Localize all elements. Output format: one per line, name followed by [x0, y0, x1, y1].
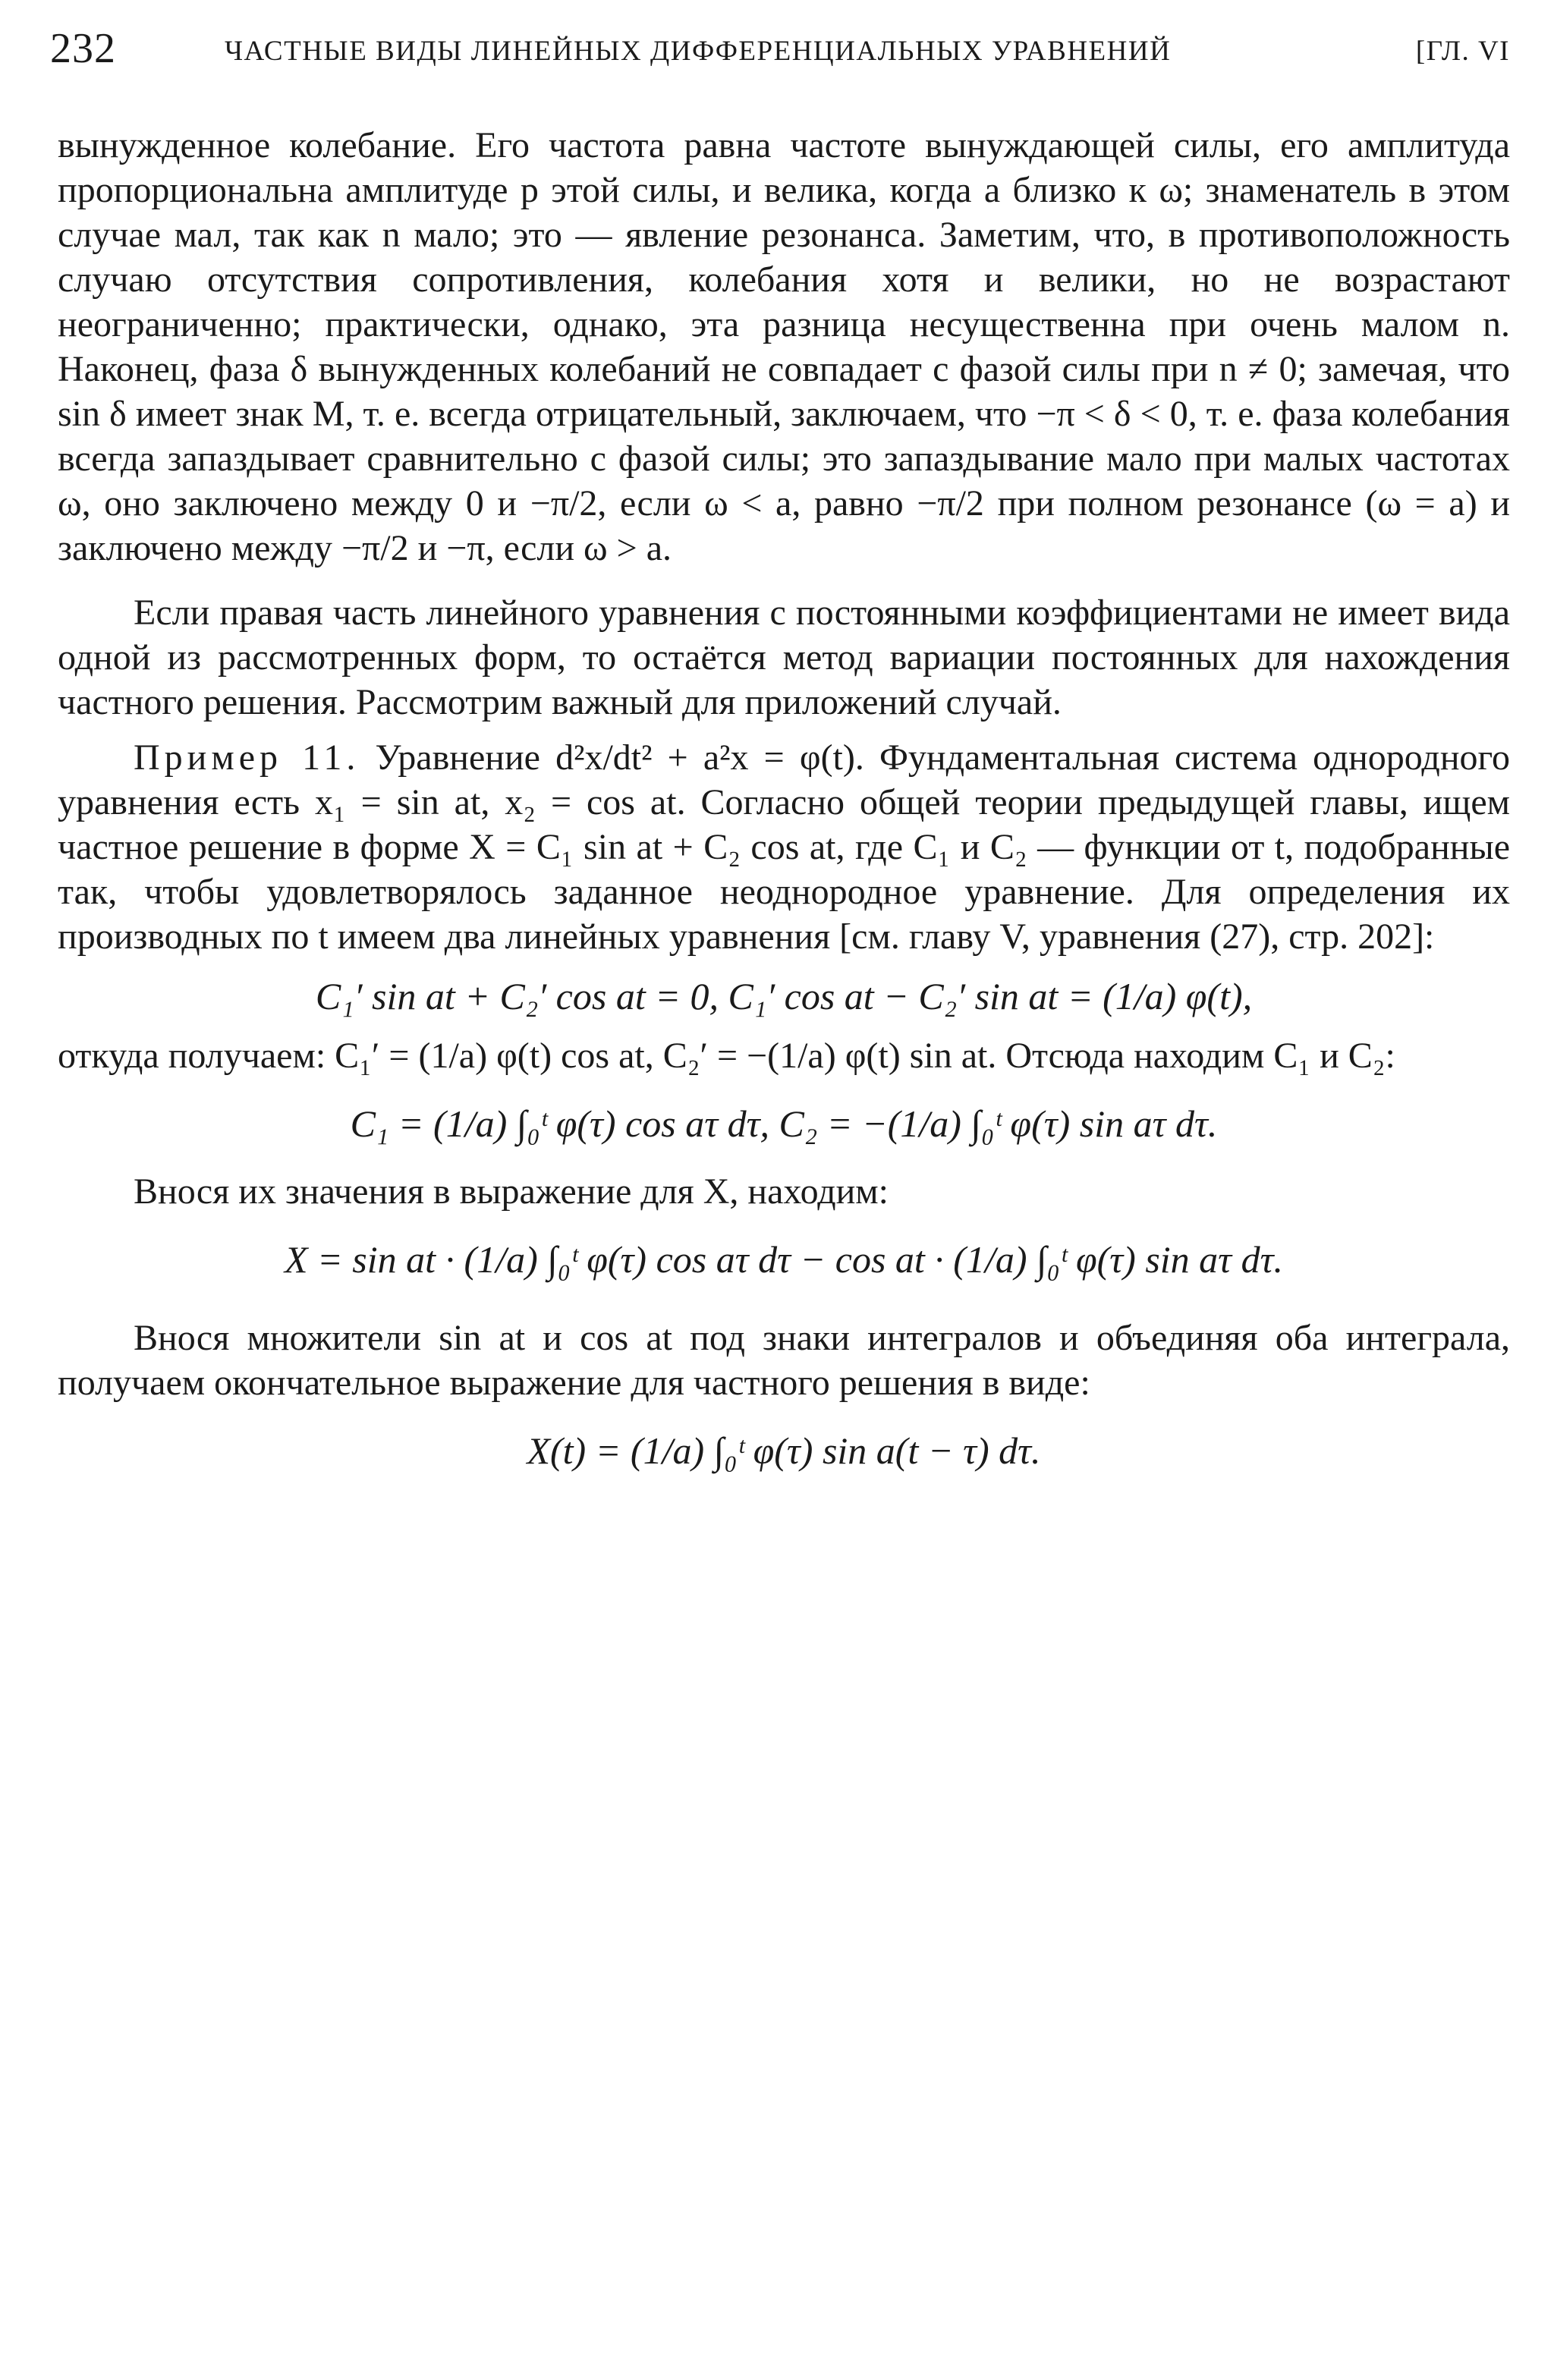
paragraph-substitute: Внося их значения в выражение для X, находим:: [134, 1171, 889, 1212]
paragraph-derivatives: откуда получаем: C₁′ = (1/a) φ(t) cos at, C₂′ = −(1/a) φ(t) sin at. Отсюда находим C₁ и C₂:: [58, 1036, 1395, 1076]
running-title: ЧАСТНЫЕ ВИДЫ ЛИНЕЙНЫХ ДИФФЕРЕНЦИАЛЬНЫХ УРАВНЕНИЙ: [225, 36, 1172, 67]
page-number: 232: [50, 25, 116, 72]
running-header: [50, 18, 1510, 86]
book-page: [50, 18, 1511, 1496]
example-label: Пример 11.: [134, 737, 360, 778]
paragraph-combine: Внося множители sin at и cos at под знаки интегралов и объединяя оба интеграла, получаем окончательное выражение для частного решения в виде:: [58, 1318, 1510, 1403]
paragraph-variation-method: Если правая часть линейного уравнения с постоянными коэффициентами не имеет вида одной из рассмотренных форм, то остаётся метод вариации постоянных для нахождения частного решения. Рассмотрим важный для приложений случай.: [58, 593, 1510, 722]
formula-c1-c2: C₁ = (1/a) ∫₀ᵗ φ(τ) cos aτ dτ, C₂ = −(1/a) ∫₀ᵗ φ(τ) sin aτ dτ.: [350, 1102, 1218, 1145]
formula-x-expanded: X = sin at · (1/a) ∫₀ᵗ φ(τ) cos aτ dτ − cos at · (1/a) ∫₀ᵗ φ(τ) sin aτ dτ.: [285, 1238, 1283, 1281]
chapter-reference: [ГЛ. VI: [1415, 36, 1510, 67]
paragraph-example-11: [58, 735, 1510, 959]
formula-final-solution: X(t) = (1/a) ∫₀ᵗ φ(τ) sin a(t − τ) dτ.: [527, 1429, 1041, 1472]
paragraph-resonance: вынужденное колебание. Его частота равна частоте вынуждающей силы, его амплитуда пропорциональна амплитуде p этой силы, и велика, когда a близко к ω; знаменатель в этом случае мал, так как n мало; это — явление резонанса. Заметим, что, в противоположность случаю отсутствия сопротивления, колебания хотя и велики, но не возрастают неограниченно; практически, однако, эта разница несущественна при очень малом n. Наконец, фаза δ вынужденных колебаний не совпадает с фазой силы при n ≠ 0; замечая, что sin δ имеет знак M, т. е. всегда отрицательный, заключаем, что −π < δ < 0, т. е. фаза колебания всегда запаздывает сравнительно с фазой силы; это запаздывание мало при малых частотах ω, оно заключено между 0 и −π/2, если ω < a, равно −π/2 при полном резонансе (ω = a) и заключено между −π/2 и −π, если ω > a.: [58, 125, 1510, 568]
formula-derivative-system: C₁′ sin at + C₂′ cos at = 0, C₁′ cos at − C₂′ sin at = (1/a) φ(t),: [315, 975, 1253, 1017]
example-text: Уравнение d²x/dt² + a²x = φ(t). Фундаментальная система однородного уравнения есть x₁ = sin at, x₂ = cos at. Согласно общей теории предыдущей главы, ищем частное решение в форме X = C₁ sin at + C₂ cos at, где C₁ и C₂ — функции от t, подобранные так, чтобы удовлетворялось заданное неоднородное уравнение. Для определения их производных по t имеем два линейных уравнения [см. главу V, уравнения (27), стр. 202]:: [58, 737, 1511, 957]
